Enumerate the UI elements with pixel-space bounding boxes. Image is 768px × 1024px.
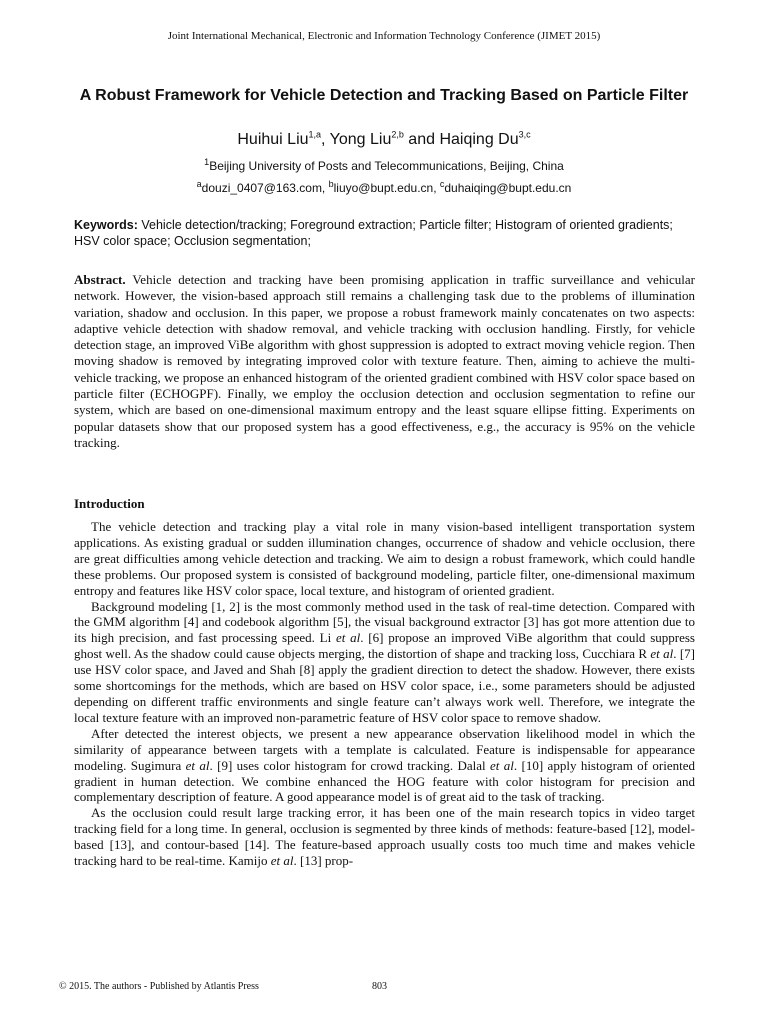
conference-header: Joint International Mechanical, Electronic and Information Technology Conference (JIMET 2015)	[167, 30, 601, 42]
author-separator: and	[403, 131, 440, 148]
affiliation-sup: 1	[204, 157, 210, 167]
paragraph	[74, 599, 695, 726]
author-separator: ,	[321, 131, 330, 148]
abstract-label: Abstract.	[74, 272, 126, 287]
author-sup: 2,b	[391, 129, 404, 140]
paragraph-text: . [13] prop-	[293, 853, 354, 869]
paragraph	[74, 519, 695, 599]
paragraph-text: As the occlusion could result large tracking error, it has been one of the main research topics in video target tracking field for a long time. In general, occlusion is segmented by three kinds of methods: feature-based [12], model-based [13], and contour-based [14]. The feature-based approach usually costs too much time and makes vehicle tracking hard to be real-time. Kamijo	[74, 805, 695, 869]
paper-title: A Robust Framework for Vehicle Detection and Tracking Based on Particle Filter	[79, 87, 689, 104]
author-name: Haiqing Du	[439, 131, 519, 148]
author-sup: 1,a	[308, 129, 322, 140]
abstract	[74, 272, 695, 451]
et-al: et al	[650, 646, 674, 662]
introduction-body	[74, 519, 695, 869]
section-heading-introduction: Introduction	[74, 496, 145, 511]
et-al: et al	[270, 853, 294, 869]
paragraph-text: After detected the interest objects, we present a new appearance observation likelihood model in which the similarity of appearance between targets with a template is calculated. Feature is indispensable for appearance modeling. Sugimura	[74, 725, 695, 773]
keywords-text: Vehicle detection/tracking; Foreground extraction; Particle filter; Histogram of oriented gradients; HSV color space; Occlusion segmentation;	[74, 218, 673, 248]
email-sup: c	[439, 179, 445, 189]
paragraph-text: The vehicle detection and tracking play a vital role in many vision-based intelligent transportation system applications. As existing gradual or sudden illumination changes, occurrence of shadow and vehicle occlusion, there are great difficulties among vehicle detection and tracking. We aim to design a robust framework, which could handle these problems. Our proposed system is consisted of background modeling, particle filter, one-dimensional maximum entropy and features like HSV color space, local texture, and histogram of oriented gradient.	[74, 519, 695, 598]
email-sup: b	[328, 179, 334, 189]
affiliation-text: Beijing University of Posts and Telecommunications, Beijing, China	[209, 159, 564, 173]
paragraph	[74, 726, 695, 806]
et-al: et al	[490, 757, 514, 773]
paragraph-text: Background modeling [1, 2] is the most commonly method used in the task of real-time detection. Compared with the GMM algorithm [4] and codebook algorithm [5], the visual background extractor [3] has got more attention due to its high precision, and fast processing speed. Li	[74, 598, 695, 646]
footer-copyright: © 2015. The authors - Published by Atlantis Press	[59, 981, 259, 992]
paragraph-text: . [7] use HSV color space, and Javed and Shah [8] apply the gradient direction to detect the shadow. However, there exists some shortcomings for the methods, which are based on HSV color space, i.e., some parameters should be adjusted depending on different traffic environments and single feature can’t always work well. Therefore, we integrate the local texture feature with an improved non-parametric feature of HSV color space to remove shadow.	[74, 646, 695, 725]
et-al: et al	[185, 757, 210, 773]
email-sup: a	[196, 179, 202, 189]
abstract-text: Vehicle detection and tracking have been promising application in traffic surveillance and vehicular network. However, the vision-based approach still remains a challenging task due to the problems of illumination variation, shadow and occlusion. In this paper, we propose a robust framework mainly concatenates on two aspects: adaptive vehicle detection with shadow removal, and vehicle tracking with occlusion handling. Firstly, for vehicle detection stage, an improved ViBe algorithm with ghost suppression is adopted to extract moving vehicle region. Then moving shadow is removed by integrating improved color with texture feature. Then, aiming to achieve the multi-vehicle tracking, we propose an enhanced histogram of the oriented gradient combined with HSV color space based on particle filter (ECHOGPF). Finally, we employ the occlusion detection and occlusion segmentation to refine our system, which are based on one-dimensional maximum entropy and the least square ellipse fitting. Experiments on popular datasets show that our proposed system has a good effectiveness, e.g., the accuracy is 95% on the vehicle tracking.	[74, 272, 695, 450]
paragraph-text: . [9] uses color histogram for crowd tracking. Dalal	[209, 757, 491, 773]
author-emails	[0, 181, 768, 195]
paragraph-text: . [6] propose an improved ViBe algorithm that could suppress ghost well. As the shadow could cause objects merging, the distortion of shape and tracking loss, Cucchiara R	[74, 630, 695, 662]
author-name: Huihui Liu	[237, 131, 309, 148]
email-link[interactable]: liuyo@bupt.edu.cn,	[333, 181, 440, 195]
email-link[interactable]: duhaiqing@bupt.edu.cn	[444, 181, 572, 195]
keywords	[74, 218, 694, 249]
paragraph-text: . [10] apply histogram of oriented gradient in human detection. We combine enhanced the HOG feature with color histogram for precision and complementary description of feature. A good appearance model is of great aid to the task of tracking.	[74, 757, 695, 805]
author-list	[0, 131, 768, 149]
affiliation	[0, 159, 768, 173]
author-name: Yong Liu	[329, 131, 392, 148]
author-sup: 3,c	[518, 129, 531, 140]
keywords-label: Keywords:	[74, 218, 138, 232]
email-link[interactable]: douzi_0407@163.com,	[201, 181, 329, 195]
et-al: et al	[336, 630, 361, 646]
paragraph	[74, 805, 695, 869]
page-number: 803	[372, 981, 387, 992]
